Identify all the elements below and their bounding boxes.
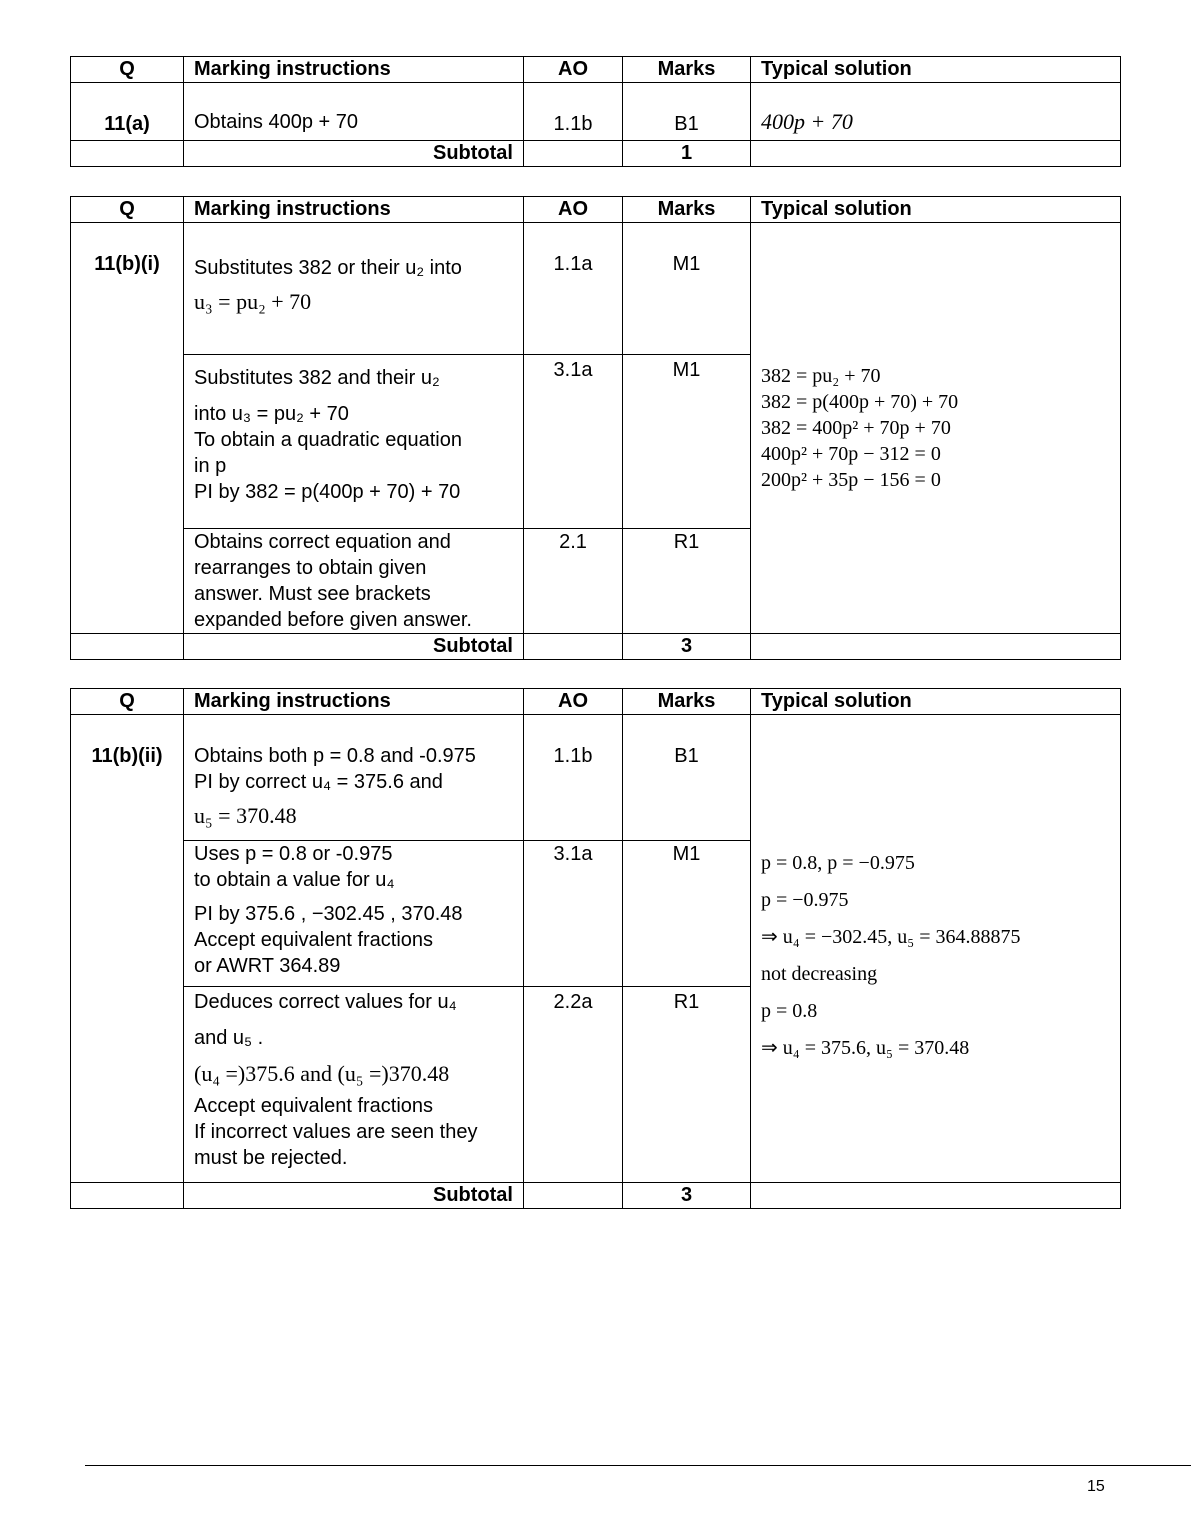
header-row	[71, 689, 1121, 715]
header-marking-instructions: Marking instructions	[184, 197, 524, 223]
header-marks: Marks	[623, 689, 751, 715]
header-row	[71, 57, 1121, 83]
question-number: 11(a)	[71, 83, 184, 141]
table-row	[71, 715, 1121, 841]
ao-value: 2.2a	[524, 987, 623, 1183]
table-row	[71, 223, 1121, 355]
header-q: Q	[71, 57, 184, 83]
marking-instruction: Obtains 400p + 70	[184, 83, 524, 141]
table-11b-ii	[70, 688, 1121, 1209]
marking-instruction: Uses p = 0.8 or -0.975 to obtain a value for u₄ PI by 375.6 , −302.45 , 370.48 Accept equivalent fractions or AWRT 364.89	[184, 841, 524, 987]
mark-value: R1	[623, 987, 751, 1183]
question-number: 11(b)(i)	[71, 223, 184, 634]
mark-value: B1	[623, 715, 751, 841]
marking-instruction: Deduces correct values for u₄ and u₅ . (u₄ =)375.6 and (u₅ =)370.48 Accept equivalent fractions If incorrect values are seen they must be rejected.	[184, 987, 524, 1183]
header-typical-solution: Typical solution	[751, 57, 1121, 83]
ao-value: 1.1b	[524, 715, 623, 841]
mark-value: R1	[623, 529, 751, 634]
footer-divider	[85, 1465, 1191, 1466]
header-q: Q	[71, 197, 184, 223]
ao-value: 3.1a	[524, 841, 623, 987]
table-row	[71, 83, 1121, 141]
header-ao: AO	[524, 689, 623, 715]
header-row	[71, 197, 1121, 223]
table-11b-i	[70, 196, 1121, 660]
header-marks: Marks	[623, 57, 751, 83]
marking-instruction: Obtains both p = 0.8 and -0.975 PI by correct u₄ = 375.6 and u₅ = 370.48	[184, 715, 524, 841]
marking-instruction: Substitutes 382 and their u₂ into u₃ = pu₂ + 70 To obtain a quadratic equation in p PI by 382 = p(400p + 70) + 70	[184, 355, 524, 529]
ao-value: 1.1a	[524, 223, 623, 355]
mark-value: M1	[623, 841, 751, 987]
table-11a	[70, 56, 1121, 167]
marking-instruction: Obtains correct equation and rearranges to obtain given answer. Must see brackets expanded before given answer.	[184, 529, 524, 634]
question-number: 11(b)(ii)	[71, 715, 184, 1183]
header-marks: Marks	[623, 197, 751, 223]
header-marking-instructions: Marking instructions	[184, 689, 524, 715]
header-typical-solution: Typical solution	[751, 689, 1121, 715]
typical-solution: 400p + 70	[751, 83, 1121, 141]
header-marking-instructions: Marking instructions	[184, 57, 524, 83]
subtotal-label: Subtotal	[184, 634, 524, 660]
mark-value: M1	[623, 355, 751, 529]
header-q: Q	[71, 689, 184, 715]
ao-value: 1.1b	[524, 83, 623, 141]
subtotal-row	[71, 141, 1121, 167]
subtotal-value: 3	[623, 634, 751, 660]
header-typical-solution: Typical solution	[751, 197, 1121, 223]
subtotal-label: Subtotal	[184, 1183, 524, 1209]
ao-value: 3.1a	[524, 355, 623, 529]
typical-solution: 382 = pu₂ + 70 382 = p(400p + 70) + 70 382 = 400p² + 70p + 70 400p² + 70p − 312 = 0 200p² + 35p − 156 = 0	[751, 223, 1121, 634]
subtotal-value: 1	[623, 141, 751, 167]
subtotal-value: 3	[623, 1183, 751, 1209]
header-ao: AO	[524, 197, 623, 223]
page-number: 15	[1087, 1478, 1105, 1495]
header-ao: AO	[524, 57, 623, 83]
subtotal-row	[71, 634, 1121, 660]
subtotal-label: Subtotal	[184, 141, 524, 167]
mark-value: B1	[623, 83, 751, 141]
mark-value: M1	[623, 223, 751, 355]
subtotal-row	[71, 1183, 1121, 1209]
typical-solution: p = 0.8, p = −0.975 p = −0.975 ⇒ u₄ = −302.45, u₅ = 364.88875 not decreasing p = 0.8 ⇒ u₄ = 375.6, u₅ = 370.48	[751, 715, 1121, 1183]
marking-instruction: Substitutes 382 or their u₂ into u₃ = pu₂ + 70	[184, 223, 524, 355]
ao-value: 2.1	[524, 529, 623, 634]
